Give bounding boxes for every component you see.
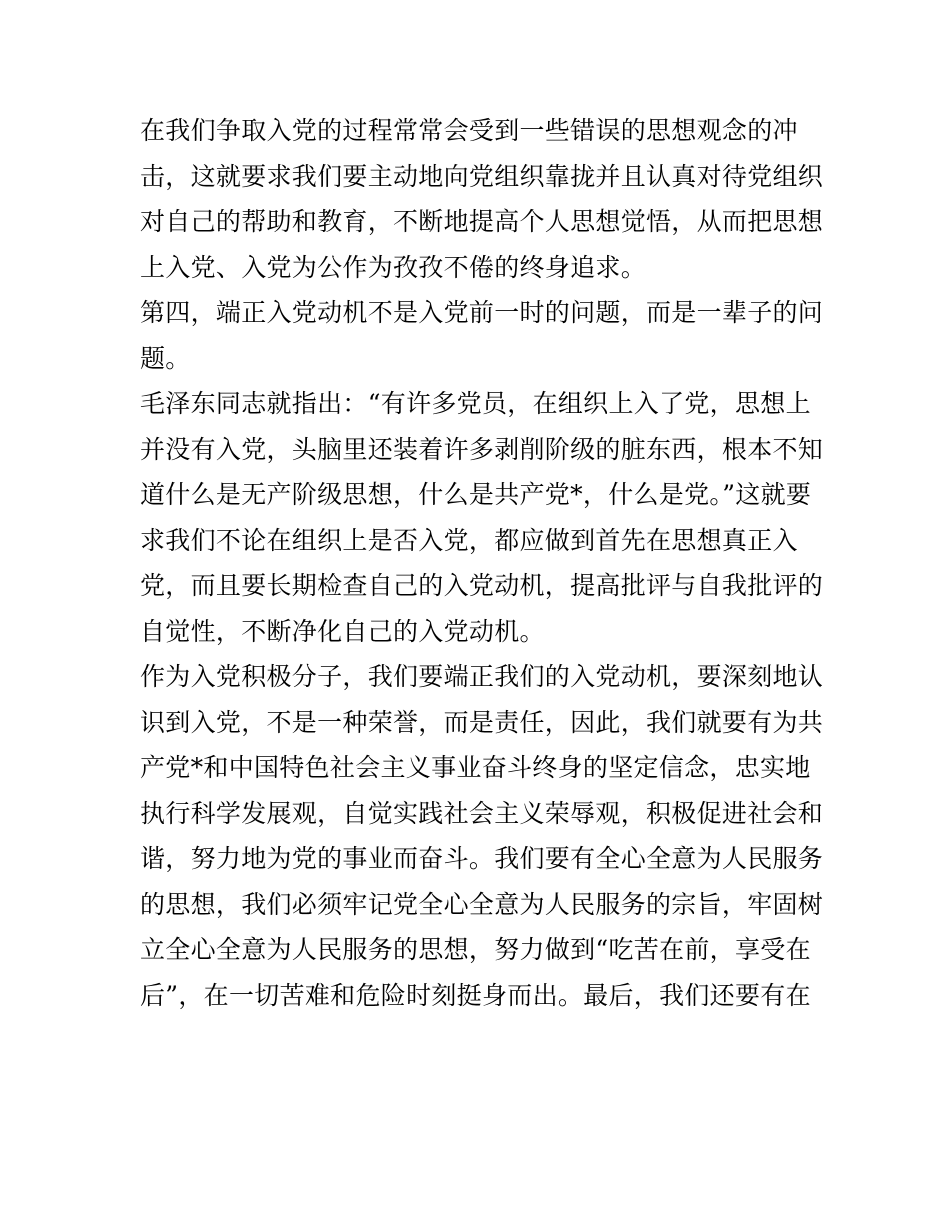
- text-line: 识到入党，不是一种荣誉，而是责任，因此，我们就要有为共: [140, 707, 824, 737]
- text-line: 上入党、入党为公作为孜孜不倦的终身追求。: [140, 252, 647, 282]
- text-line: 求我们不论在组织上是否入党，都应做到首先在思想真正入: [140, 525, 798, 555]
- text-line: 后”，在一切苦难和危险时刻挺身而出。最后，我们还要有在: [140, 980, 811, 1010]
- text-line: 作为入党积极分子，我们要端正我们的入党动机，要深刻地认: [140, 662, 824, 691]
- text-line: 党，而且要长期检查自己的入党动机，提高批评与自我批评的: [140, 571, 824, 600]
- text-line: 毛泽东同志就指出：“有许多党员，在组织上入了党，思想上: [140, 389, 811, 418]
- text-line: 第四，端正入党动机不是入党前一时的问题，而是一辈子的问: [140, 298, 824, 327]
- text-line: 产党*和中国特色社会主义事业奋斗终身的坚定信念，忠实地: [140, 753, 811, 782]
- text-line: 并没有入党，头脑里还装着许多剥削阶级的脏东西，根本不知: [140, 434, 824, 464]
- text-line: 立全心全意为人民服务的思想，努力做到“吃苦在前，享受在: [140, 935, 811, 964]
- text-line: 的思想，我们必须牢记党全心全意为人民服务的宗旨，牢固树: [140, 889, 824, 919]
- text-line: 在我们争取入党的过程常常会受到一些错误的思想观念的冲: [140, 116, 798, 145]
- document-body: [140, 108, 824, 1018]
- text-line: 谐，努力地为党的事业而奋斗。我们要有全心全意为人民服务: [140, 844, 824, 873]
- text-line: 道什么是无产阶级思想，什么是共产党*，什么是党。”这就要: [140, 480, 812, 509]
- text-line: 执行科学发展观，自觉实践社会主义荣辱观，积极促进社会和: [140, 798, 824, 828]
- text-line: 对自己的帮助和教育，不断地提高个人思想觉悟，从而把思想: [140, 207, 824, 236]
- text-line: 自觉性，不断净化自己的入党动机。: [140, 616, 545, 646]
- text-line: 击，这就要求我们要主动地向党组织靠拢并且认真对待党组织: [140, 161, 824, 191]
- text-line: 题。: [140, 343, 191, 373]
